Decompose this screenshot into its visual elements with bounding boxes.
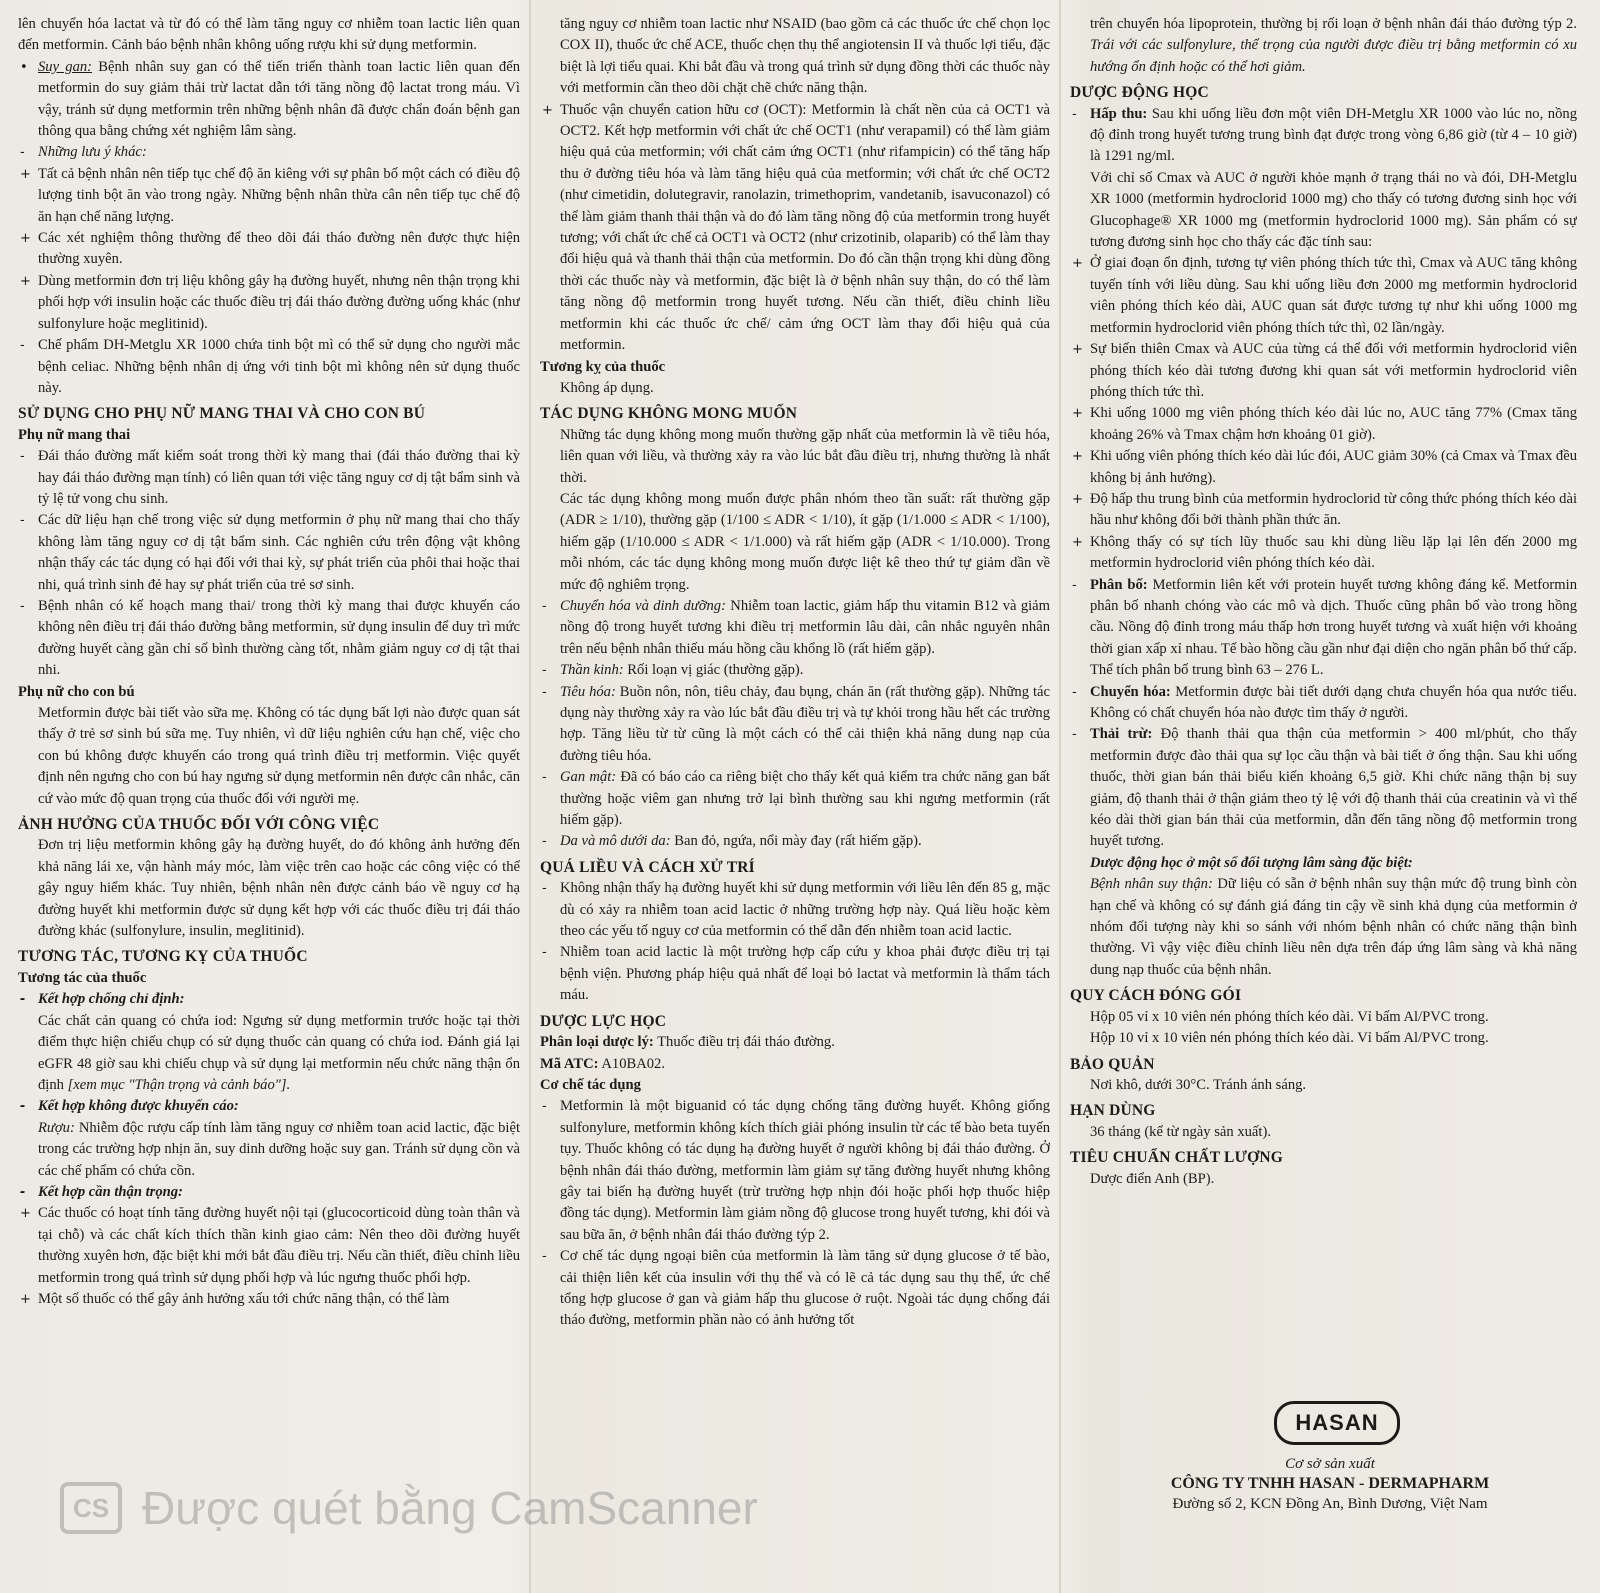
subheading-pregnant: Phụ nữ mang thai — [18, 426, 131, 443]
bullet-icon: • — [20, 59, 28, 75]
pack-line: Hộp 05 vỉ x 10 viên nén phóng thích kéo dài. Vỉ bấm Al/PVC trong. — [1090, 1008, 1489, 1025]
bullet-item: + Thuốc vận chuyển cation hữu cơ (OCT): Metformin là chất nền của cả OCT1 và OCT2. Kết hợp metformin với chất ức chế OCT1 (như verapamil) có thể làm giảm hiệu quả của metformin; với chất cảm ứng OCT1 (như rifampicin) có thể tăng hấp thu ở đường tiêu hóa và làm tăng hiệu quả của metformin; với chất ức chế OCT2 (như cimetidin, dolutegravir, ranolazin, trimethoprim, vandetanib, isavuconazol) có thể làm giảm thanh thải thận và do đó làm tăng nồng độ của metformin trong huyết tương; với chất ức chế cả OCT1 và OCT2 (như crizotinib, olaparib) có thể làm thay đổi hiệu quả và thanh thải thận của metformin. Do đó cần thận trọng khi dùng đồng thời các thuốc này và metformin, đặc biệt là ở bệnh nhân suy thận, do có thể làm tăng nồng độ metformin trong huyết tương. Nếu cần thiết, điều chỉnh liều metformin khi các thuốc ức chế/ cảm ứng OCT làm thay đổi hiệu quả của metformin. — [542, 101, 1050, 354]
section-heading-expiry: HẠN DÙNG — [1070, 1102, 1156, 1120]
bullet-item: + Ở giai đoạn ổn định, tương tự viên phóng thích tức thì, Cmax và AUC tăng không tuyến tính với liều dùng. Sau khi uống liều đơn 2000 mg metformin hydroclorid viên phóng thích kéo dài, AUC quan sát được tương tự như khi uống 1000 mg metformin hydroclorid viên phóng thích tức thì, 02 lần/ngày. — [1072, 255, 1577, 336]
bullet-item: - Các dữ liệu hạn chế trong việc sử dụng metformin ở phụ nữ mang thai cho thấy không làm tăng nguy cơ dị tật bẩm sinh. Các nghiên cứu trên động vật không nhận thấy các tác dụng có hại đối với thai kỳ, sự phát triển của phôi thai hoặc thai nhi, quá trình sinh đẻ hay sự phát triển của trẻ sơ sinh. — [20, 512, 520, 593]
bullet-item: - Da và mô dưới da: Ban đỏ, ngứa, nổi mày đay (rất hiếm gặp). — [540, 831, 1050, 852]
expiry-text: 36 tháng (kể từ ngày sản xuất). — [1090, 1123, 1271, 1140]
paragraph: trên chuyển hóa lipoprotein, thường bị rối loạn ở bệnh nhân đái tháo đường týp 2. Trái với các sulfonylure, thể trọng của người được điều trị bằng metformin có xu hướng ổn định hoặc có thể hơi giảm. — [1090, 16, 1577, 75]
dash-icon: - — [20, 1184, 26, 1200]
dash-icon: - — [1072, 727, 1077, 743]
plus-icon: + — [542, 102, 553, 118]
atc-code: Mã ATC: A10BA02. — [540, 1055, 666, 1072]
dash-icon: - — [542, 770, 547, 786]
logo-text: HASAN — [1274, 1401, 1400, 1445]
manufacturer-label: Cơ sở sản xuất — [1285, 1456, 1375, 1472]
column-right — [1070, 14, 1577, 1533]
dash-icon: - — [20, 513, 25, 529]
bullet-item: + Tất cả bệnh nhân nên tiếp tục chế độ ăn kiêng với sự phân bố một cách có điều độ lượng tinh bột ăn vào trong ngày. Những bệnh nhân thừa cân nên tiếp tục chế độ ăn hạn chế năng lượng. — [20, 165, 520, 225]
dash-icon: - — [20, 992, 26, 1008]
plus-icon: + — [1072, 342, 1083, 358]
bullet-item — [18, 57, 520, 143]
subheading-special-populations: Dược động học ở một số đối tượng lâm sàng đặc biệt: — [1090, 854, 1413, 871]
paragraph: tăng nguy cơ nhiễm toan lactic như NSAID (bao gồm cả các thuốc ức chế chọn lọc COX II), thuốc ức chế ACE, thuốc chẹn thụ thể angiotensin II và thuốc lợi tiểu, đặc biệt là lợi tiểu quai. Khi bắt đầu và trong quá trình sử dụng đồng thời các thuốc này với metformin cần theo dõi chặt chẽ chức năng thận. — [560, 16, 1050, 97]
subheading-incompatibility: Tương kỵ của thuốc — [540, 358, 666, 375]
bullet-item: + Không thấy có sự tích lũy thuốc sau khi dùng liều lặp lại lên đến 2000 mg metformin hydroclorid viên phóng thích kéo dài. — [1072, 533, 1577, 572]
bullet-item: + Dùng metformin đơn trị liệu không gây hạ đường huyết, nhưng nên thận trọng khi phối hợp với insulin hoặc các thuốc điều trị đái tháo đường đường uống khác (như sulfonylure hoặc meglitinid). — [20, 272, 520, 332]
pack-line: Hộp 10 vỉ x 10 viên nén phóng thích kéo dài. Vỉ bấm Al/PVC trong. — [1090, 1030, 1489, 1047]
dash-icon: - — [20, 449, 25, 465]
bullet-item: - Nhiễm toan acid lactic là một trường hợp cấp cứu y khoa phải được điều trị tại bệnh viện. Phương pháp hiệu quả nhất để loại bỏ lactat và metformin là thẩm tách máu. — [542, 944, 1050, 1004]
manufacturer-block — [1140, 1454, 1520, 1514]
paragraph: Rượu: Nhiễm độc rượu cấp tính làm tăng nguy cơ nhiễm toan acid lactic, đặc biệt trong các trường hợp nhịn ăn, suy dinh dưỡng hoặc suy gan. Tránh sử dụng cồn và các chế phẩm có chứa cồn. — [38, 1119, 520, 1179]
bullet-item: - Hấp thu: Sau khi uống liều đơn một viên DH-Metglu XR 1000 vào lúc no, nồng độ đỉnh trong huyết tương trung bình đạt được trong vòng 6,86 giờ (từ 4 – 10 giờ) là 1291 ng/ml. — [1072, 105, 1577, 165]
subheading-interactions: Tương tác của thuốc — [18, 969, 147, 986]
column-left — [18, 14, 520, 1533]
paragraph: Đơn trị liệu metformin không gây hạ đường huyết, do đó không ảnh hưởng đến khả năng lái xe, vận hành máy móc, làm việc trên cao hoặc các công việc có thể gây nguy hiểm khác. Tuy nhiên, bệnh nhân nên được cảnh báo về nguy cơ hạ đường huyết khi metformin được sử dụng kết hợp với các thuốc điều trị đái tháo đường khác (sulfonylure, insulin, meglitinid). — [38, 837, 520, 940]
section-heading-pregnancy: SỬ DỤNG CHO PHỤ NỮ MANG THAI VÀ CHO CON BÚ — [18, 405, 426, 423]
paragraph: Những tác dụng không mong muốn thường gặp nhất của metformin là về tiêu hóa, liên quan với liều, và thường xảy ra vào lúc bắt đầu điều trị, nhưng thường là nhất thời. — [560, 426, 1050, 486]
plus-icon: + — [20, 166, 31, 182]
fold-line — [529, 0, 531, 1593]
plus-icon: + — [20, 1206, 31, 1222]
paragraph: Bệnh nhân suy thận: Dữ liệu có sẵn ở bệnh nhân suy thận mức độ trung bình còn hạn chế và không có sự đánh giá đáng tin cậy về sinh khả dụng của metformin ở nhóm đối tượng này khi so sánh với nhóm bệnh nhân có chức năng thận bình thường. Vì vậy việc điều chỉnh liều nên dựa trên đáp ứng lâm sàng và khả năng dung nạp thuốc của bệnh nhân. — [1090, 876, 1577, 978]
bullet-item: + Khi uống viên phóng thích kéo dài lúc đói, AUC giảm 30% (cả Cmax và Tmax đều không bị ảnh hưởng). — [1072, 448, 1577, 486]
watermark-text: Được quét bằng CamScanner — [142, 1482, 758, 1534]
dash-icon: - — [542, 1099, 547, 1115]
dash-icon: - — [542, 1249, 547, 1265]
dash-icon: - — [20, 145, 25, 161]
bullet-item: + Các thuốc có hoạt tính tăng đường huyết nội tại (glucocorticoid dùng toàn thân và tại chỗ) và các chất kích thích thần kinh giao cảm: Nên theo dõi đường huyết thường xuyên hơn, đặc biệt khi mới bắt đầu điều trị. Nếu cần thiết, điều chỉnh liều metformin trong quá trình sử dụng phối hợp và lúc ngưng thuốc phối hợp. — [20, 1205, 520, 1286]
dash-icon: - — [542, 834, 547, 850]
section-heading-storage: BẢO QUẢN — [1070, 1055, 1155, 1073]
bullet-item: - Tiêu hóa: Buồn nôn, nôn, tiêu chảy, đau bụng, chán ăn (rất thường gặp). Những tác dụng này thường xảy ra vào lúc bắt đầu điều trị và tự khỏi trong hầu hết các trường hợp. Tăng liều từ từ cũng là một cách có thể cải thiện khả năng dung nạp của đường tiêu hóa. — [542, 683, 1050, 764]
plus-icon: + — [1072, 256, 1083, 272]
section-heading-adverse-effects: TÁC DỤNG KHÔNG MONG MUỐN — [540, 405, 798, 423]
dash-icon: - — [542, 663, 547, 679]
dash-icon: - — [1072, 684, 1077, 700]
caution-heading: - Kết hợp cần thận trọng: — [18, 1182, 520, 1203]
section-heading-work: ẢNH HƯỞNG CỦA THUỐC ĐỐI VỚI CÔNG VIỆC — [18, 816, 380, 834]
plus-icon: + — [20, 273, 31, 289]
bullet-item: - Metformin là một biguanid có tác dụng chống tăng đường huyết. Không giống sulfonylure, metformin không kích thích giải phóng insulin từ các tế bào beta tuyến tụy. Thuốc không có tác dụng hạ đường huyết ở người không bị đái tháo đường. Ở bệnh nhân đái tháo đường, metformin làm giảm sự tăng đường huyết nhưng không gây tai biến hạ đường huyết (trừ trường hợp nhịn đói hoặc phối hợp thuốc hiệp đồng tác dụng). Metformin làm giảm nồng độ glucose trong huyết tương, khi đói và sau bữa ăn, ở bệnh nhân đái tháo đường týp 2. — [542, 1098, 1050, 1243]
bullet-item: - Chế phẩm DH-Metglu XR 1000 chứa tinh bột mì có thể sử dụng cho người mắc bệnh celiac. Những bệnh nhân dị ứng với tinh bột mì không nên sử dụng thuốc này. — [20, 337, 520, 396]
company-name: CÔNG TY TNHH HASAN - DERMAPHARM — [1170, 1475, 1490, 1492]
bullet-item: - Đái tháo đường mất kiểm soát trong thời kỳ mang thai (đái tháo đường thai kỳ hay đái tháo đường mạn tính) có liên quan tới việc tăng nguy cơ dị tật bẩm sinh và tỷ lệ tử vong chu sinh. — [20, 448, 520, 507]
bullet-item: + Các xét nghiệm thông thường để theo dõi đái tháo đường nên được thực hiện thường xuyên. — [20, 230, 520, 268]
bullet-item: - Phân bố: Metformin liên kết với protein huyết tương không đáng kể. Metformin phân bố nhanh chóng vào các mô và dịch. Thuốc cũng phân bố vào trong hồng cầu. Nồng độ đỉnh trong máu thấp hơn trong huyết tương và xuất hiện với khoảng thời gian xấp xỉ nhau. Tế bào hồng cầu gần như đại diện cho ngăn phân bố thứ cấp. Thể tích phân bố trung bình 63 – 276 L. — [1072, 576, 1577, 679]
section-heading-quality-standard: TIÊU CHUẨN CHẤT LƯỢNG — [1070, 1149, 1284, 1167]
paragraph: Các chất cản quang có chứa iod: Ngưng sử dụng metformin trước hoặc tại thời điểm thực hiện chiếu chụp có sử dụng thuốc cản quang có chứa iod. Đánh giá lại eGFR 48 giờ sau khi chiếu chụp và sử dụng lại metformin nếu chức năng thận ổn định [xem mục "Thận trọng và cảnh báo"]. — [38, 1012, 520, 1093]
liver-text: Bệnh nhân suy gan có thể tiến triển thành toan lactic liên quan đến metformin do suy giảm thải trừ lactat dẫn tới tăng nồng độ lactat trong máu. Vì vậy, tránh sử dụng metformin trên những bệnh nhân đã được chẩn đoán bệnh gan thông qua bằng chứng xét nghiệm lâm sàng. — [38, 58, 520, 140]
bullet-item: - Gan mật: Đã có báo cáo ca riêng biệt cho thấy kết quả kiểm tra chức năng gan bất thường hoặc viêm gan nhưng trở lại bình thường sau khi ngưng metformin (rất hiếm gặp). — [542, 769, 1050, 829]
dash-icon: - — [20, 1099, 26, 1115]
bullet-item: + Sự biến thiên Cmax và AUC của từng cá thể đối với metformin hydroclorid viên phóng thích kéo dài tương đương khi quan sát với metformin hydroclorid viên phóng thích tức thì. — [1072, 341, 1577, 400]
dash-icon: - — [20, 598, 25, 614]
plus-icon: + — [1072, 491, 1083, 507]
paragraph: lên chuyển hóa lactat và từ đó có thể làm tăng nguy cơ nhiễm toan lactic liên quan đến metformin. Cảnh báo bệnh nhân không uống rượu khi sử dụng metformin. — [18, 16, 520, 54]
standard-text: Dược điển Anh (BP). — [1090, 1170, 1215, 1187]
dash-icon: - — [1072, 577, 1077, 593]
fold-line — [1059, 0, 1061, 1593]
hasan-logo — [1274, 1401, 1400, 1445]
section-heading-pharmacodynamics: DƯỢC LỰC HỌC — [540, 1012, 667, 1030]
company-address: Đường số 2, KCN Đồng An, Bình Dương, Việt Nam — [1172, 1496, 1488, 1512]
section-heading-interactions: TƯƠNG TÁC, TƯƠNG KỴ CỦA THUỐC — [18, 948, 308, 966]
bullet-item: - Chuyển hóa: Metformin được bài tiết dưới dạng chưa chuyển hóa qua nước tiểu. Không có chất chuyển hóa nào được tìm thấy ở người. — [1072, 683, 1577, 721]
dash-icon: - — [1072, 106, 1077, 122]
bullet-item: - Thần kinh: Rối loạn vị giác (thường gặp). — [540, 660, 1050, 681]
plus-icon: + — [20, 1291, 31, 1307]
bullet-item: + Một số thuốc có thể gây ảnh hưởng xấu tới chức năng thận, có thể làm — [18, 1289, 520, 1310]
contraindicated-heading: - Kết hợp chống chỉ định: — [18, 989, 520, 1010]
bullet-item: - Không nhận thấy hạ đường huyết khi sử dụng metformin với liều lên đến 85 g, mặc dù có xảy ra nhiễm toan acid lactic ở những trường hợp này. Quá liều hoặc kèm theo các yếu tố nguy cơ của metformin có thể dẫn đến nhiễm toan acid lactic. — [542, 880, 1050, 940]
subheading-mechanism: Cơ chế tác dụng — [540, 1076, 641, 1093]
subheading-breastfeeding: Phụ nữ cho con bú — [18, 683, 135, 700]
plus-icon: + — [1072, 449, 1083, 465]
paragraph: Với chỉ số Cmax và AUC ở người khỏe mạnh ở trạng thái no và đói, DH-Metglu XR 1000 (metformin hydroclorid 1000 mg) cho thấy có tương đương sinh học với Glucophage® XR 1000 mg (metformin hydroclorid 1000 mg). Sản phẩm có sự tương đương sinh học cho thấy các đặc tính sau: — [1090, 169, 1577, 251]
camscanner-icon: CS — [60, 1482, 122, 1534]
plus-icon: + — [1072, 534, 1083, 550]
plus-icon: + — [1072, 406, 1083, 422]
liver-label: Suy gan: — [38, 58, 93, 75]
plus-icon: + — [20, 231, 31, 247]
section-heading-packaging: QUY CÁCH ĐÓNG GÓI — [1070, 987, 1242, 1005]
bullet-item: - Chuyển hóa và dinh dưỡng: Nhiễm toan lactic, giảm hấp thu vitamin B12 và giảm nồng độ trong huyết tương khi điều trị metformin lâu dài, cân nhắc nguyên nhân trên nếu bệnh nhân thiếu máu hồng cầu khổng lồ (rất hiếm gặp). — [542, 597, 1050, 657]
bullet-item: - Cơ chế tác dụng ngoại biên của metformin là làm tăng sử dụng glucose ở tế bào, cải thiện liên kết của insulin với thụ thể và có lẽ cả tác dụng sau thụ thể, ức chế tổng hợp glucose ở gan và giảm hấp thu glucose ở ruột. Ngoài tác dụng chống đái tháo đường, metformin phần nào có ảnh hưởng tốt — [542, 1248, 1050, 1329]
bullet-item: - Thải trừ: Độ thanh thải qua thận của metformin > 400 ml/phút, cho thấy metformin được đào thải qua sự lọc cầu thận và bài tiết ở ống thận. Sau khi uống thuốc, thời gian bán thải biểu kiến khoảng 6,5 giờ. Khi chức năng thận bị suy giảm, độ thanh thải ở thận giảm theo tỷ lệ với độ thanh thải của creatinin và vì thế kéo dài thời gian bán thải của metformin, dẫn đến tăng nồng độ metformin trong huyết tương. — [1072, 726, 1577, 850]
section-heading-pharmacokinetics: DƯỢC ĐỘNG HỌC — [1070, 84, 1209, 102]
bullet-item: - Bệnh nhân có kế hoạch mang thai/ trong thời kỳ mang thai được khuyến cáo không nên điều trị đái tháo đường bằng metformin, sử dụng insulin để duy trì mức đường huyết càng gần chỉ số bình thường càng tốt, nhằm giảm nguy cơ dị tật thai nhi. — [20, 597, 520, 679]
dash-icon: - — [20, 338, 25, 354]
camscanner-watermark — [60, 1478, 758, 1538]
paragraph: Không áp dụng. — [560, 379, 654, 396]
section-heading-overdose: QUÁ LIỀU VÀ CÁCH XỬ TRÍ — [540, 858, 755, 876]
bullet-item: + Khi uống 1000 mg viên phóng thích kéo dài lúc no, AUC tăng 77% (Cmax tăng khoảng 26% và Tmax chậm hơn khoảng 01 giờ). — [1072, 405, 1577, 443]
dash-icon: - — [542, 945, 547, 961]
pharmacologic-class: Phân loại dược lý: Thuốc điều trị đái tháo đường. — [540, 1034, 835, 1051]
dash-icon: - — [542, 684, 547, 700]
other-notes-heading: - Những lưu ý khác: — [18, 142, 520, 163]
dash-icon: - — [542, 881, 547, 897]
not-recommended-heading: - Kết hợp không được khuyến cáo: — [18, 1096, 520, 1117]
bullet-item: + Độ hấp thu trung bình của metformin hydroclorid từ công thức phóng thích kéo dài hầu như không đổi bởi thành phần thức ăn. — [1072, 490, 1577, 529]
column-middle — [540, 14, 1050, 1533]
paragraph: Metformin được bài tiết vào sữa mẹ. Không có tác dụng bất lợi nào được quan sát thấy ở trẻ sơ sinh bú sữa mẹ. Tuy nhiên, vì dữ liệu nghiên cứu hạn chế, việc cho con bú không được khuyến cáo trong quá trình điều trị metformin. Việc quyết định nên ngưng cho con bú hay ngưng sử dụng metformin nên được cân nhắc, căn cứ vào mức độ quan trọng của thuốc đối với người mẹ. — [38, 705, 520, 807]
dash-icon: - — [542, 598, 547, 614]
storage-text: Nơi khô, dưới 30°C. Tránh ánh sáng. — [1090, 1076, 1307, 1093]
paragraph: Các tác dụng không mong muốn được phân nhóm theo tần suất: rất thường gặp (ADR ≥ 1/10), thường gặp (1/100 ≤ ADR < 1/10), ít gặp (1/1.000 ≤ ADR < 1/100), hiếm gặp (1/10.000 ≤ ADR < 1/1.000) và rất hiếm gặp (ADR < 1/10.000). Trong mỗi nhóm, các tác dụng không mong muốn được liệt kê theo thứ tự giảm dần về mức độ nghiêm trọng. — [560, 490, 1050, 593]
